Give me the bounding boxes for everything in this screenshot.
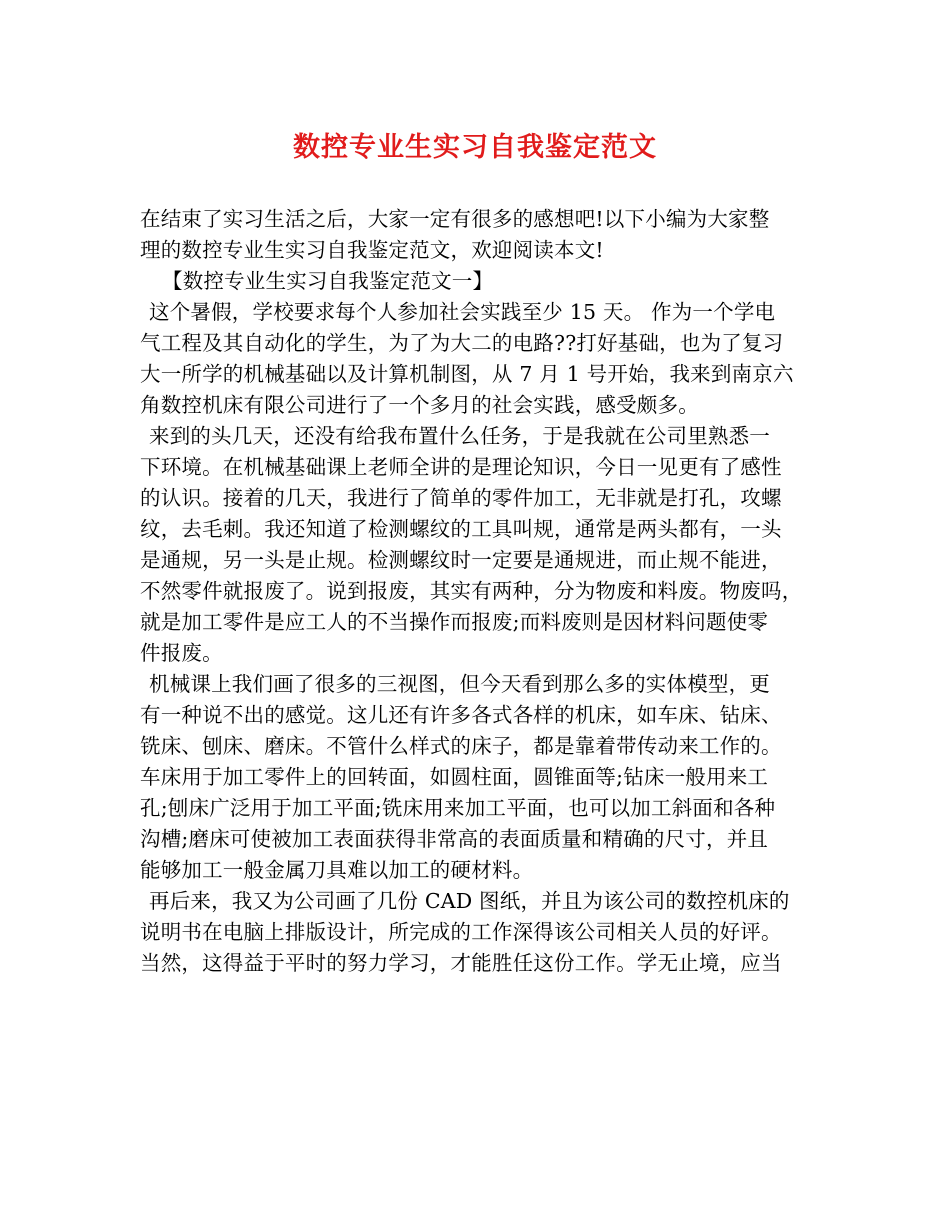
paragraph-line: 这个暑假，学校要求每个人参加社会实践至少 15 天。 作为一个学电: [149, 300, 776, 324]
paragraph-line: 角数控机床有限公司进行了一个多月的社会实践，感受颇多。: [140, 393, 699, 417]
paragraph-line: 当然，这得益于平时的努力学习，才能胜任这份工作。学无止境，应当: [140, 951, 782, 975]
paragraph-line: 能够加工一般金属刀具难以加工的硬材料。: [140, 858, 534, 882]
paragraph-line: 大一所学的机械基础以及计算机制图，从 7 月 1 号开始，我来到南京六: [140, 362, 794, 386]
paragraph-line: 在结束了实习生活之后，大家一定有很多的感想吧!以下小编为大家整: [140, 207, 770, 231]
paragraph-line: 沟槽;磨床可使被加工表面获得非常高的表面质量和精确的尺寸，并且: [140, 827, 769, 851]
paragraph-line: 下环境。在机械基础课上老师全讲的是理论知识，今日一见更有了感性: [140, 455, 782, 479]
paragraph-line: 再后来，我又为公司画了几份 CAD 图纸，并且为该公司的数控机床的: [149, 889, 790, 913]
paragraph-line: 车床用于加工零件上的回转面，如圆柱面，圆锥面等;钻床一般用来工: [140, 765, 769, 789]
paragraph-line: 件报废。: [140, 641, 223, 665]
paragraph-line: 的认识。接着的几天，我进行了简单的零件加工，无非就是打孔，攻螺: [140, 486, 782, 510]
paragraph-line: 铣床、刨床、磨床。不管什么样式的床子，都是靠着带传动来工作的。: [140, 734, 782, 758]
paragraph-line: 说明书在电脑上排版设计，所完成的工作深得该公司相关人员的好评。: [140, 920, 782, 944]
paragraph-line: 不然零件就报废了。说到报废，其实有两种，分为物废和料废。物废吗，: [140, 579, 803, 603]
paragraph-line: 是通规，另一头是止规。检测螺纹时一定要是通规进，而止规不能进，: [140, 548, 782, 572]
paragraph-line: 气工程及其自动化的学生，为了为大二的电路??打好基础，也为了复习: [140, 331, 784, 355]
paragraph-line: 纹，去毛刺。我还知道了检测螺纹的工具叫规，通常是两头都有，一头: [140, 517, 782, 541]
document-title: 数控专业生实习自我鉴定范文: [293, 132, 657, 163]
paragraph-line: 理的数控专业生实习自我鉴定范文，欢迎阅读本文!: [140, 238, 604, 262]
paragraph-line: 来到的头几天，还没有给我布置什么任务，于是我就在公司里熟悉一: [149, 424, 770, 448]
paragraph-line: 就是加工零件是应工人的不当操作而报废;而料废则是因材料问题使零: [140, 610, 769, 634]
document-body: [140, 204, 830, 979]
section-heading: 【数控专业生实习自我鉴定范文一】: [162, 269, 494, 293]
paragraph-line: 孔;刨床广泛用于加工平面;铣床用来加工平面，也可以加工斜面和各种: [140, 796, 776, 820]
paragraph-line: 有一种说不出的感觉。这儿还有许多各式各样的机床，如车床、钻床、: [140, 703, 782, 727]
paragraph-line: 机械课上我们画了很多的三视图，但今天看到那么多的实体模型，更: [149, 672, 770, 696]
